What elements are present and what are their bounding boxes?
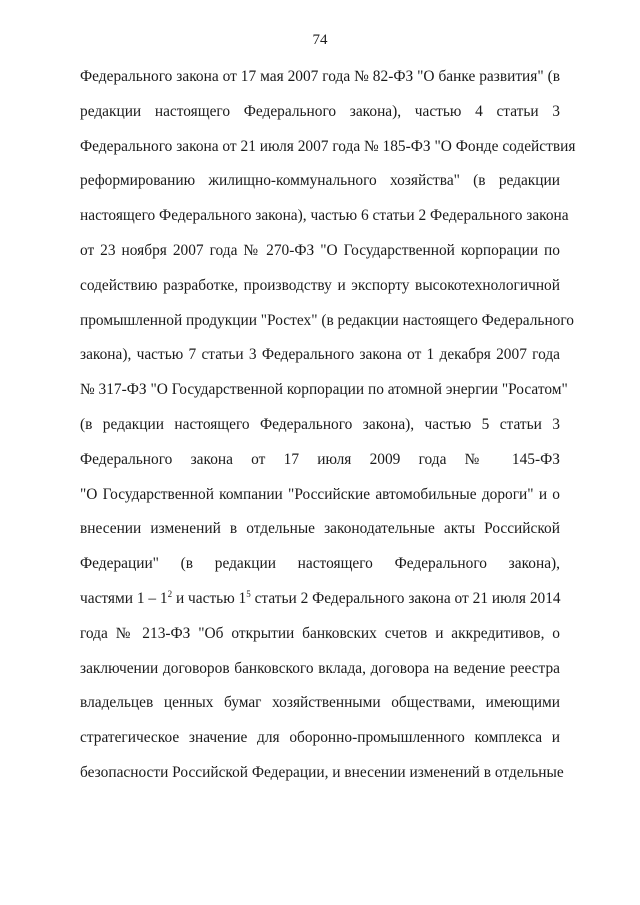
page-number: 74 bbox=[312, 32, 328, 48]
text-line: "О Государственной компании "Российские автомобильные дороги" и о bbox=[80, 485, 560, 503]
text-line: содействию разработке, производству и экспорту высокотехнологичной bbox=[80, 276, 560, 294]
text-line: (в редакции настоящего Федерального закона), частью 5 статьи 3 bbox=[80, 415, 560, 433]
text-line: заключении договоров банковского вклада, договора на ведение реестра bbox=[80, 659, 560, 677]
text-line: Федерального закона от 17 мая 2007 года № 82-ФЗ "О банке развития" (в bbox=[80, 68, 560, 85]
text-line: Федерального закона от 21 июля 2007 года № 185-ФЗ "О Фонде содействия bbox=[80, 137, 576, 155]
text-line: Федерального закона от 17 июля 2009 года № 145-ФЗ bbox=[80, 450, 560, 468]
text-line: реформированию жилищно-коммунального хозяйства" (в редакции bbox=[80, 172, 560, 190]
text-line: настоящего Федерального закона), частью 6 статьи 2 Федерального закона bbox=[80, 207, 569, 225]
text-line: внесении изменений в отдельные законодательные акты Российской bbox=[80, 520, 560, 538]
superscript: 5 bbox=[246, 588, 251, 599]
body-text bbox=[80, 67, 576, 798]
line-text-before: частями 1 – 1 bbox=[80, 589, 168, 607]
text-line: владельцев ценных бумаг хозяйственными обществами, имеющими bbox=[80, 694, 560, 712]
text-line: № 317-ФЗ "О Государственной корпорации по атомной энергии "Росатом" bbox=[80, 381, 568, 399]
text-line: редакции настоящего Федерального закона), частью 4 статьи 3 bbox=[80, 102, 560, 120]
text-line: года № 213-ФЗ "Об открытии банковских счетов и аккредитивов, о bbox=[80, 624, 560, 642]
text-line: Федерации" (в редакции настоящего Федерального закона), bbox=[80, 555, 560, 573]
text-line: от 23 ноября 2007 года № 270-ФЗ "О Государственной корпорации по bbox=[80, 241, 560, 259]
superscript: 2 bbox=[167, 588, 173, 599]
text-line-with-superscripts bbox=[80, 589, 560, 624]
text-line: закона), частью 7 статьи 3 Федерального закона от 1 декабря 2007 года bbox=[80, 346, 560, 364]
line-text-middle: и частью 1 bbox=[172, 589, 247, 607]
line-text-after: статьи 2 Федерального закона от 21 июля 2014 bbox=[250, 589, 561, 607]
text-line: безопасности Российской Федерации, и внесении изменений в отдельные bbox=[80, 763, 564, 781]
text-line: промышленной продукции "Ростех" (в редакции настоящего Федерального bbox=[80, 311, 575, 329]
text-line: стратегическое значение для оборонно-промышленного комплекса и bbox=[80, 729, 560, 747]
